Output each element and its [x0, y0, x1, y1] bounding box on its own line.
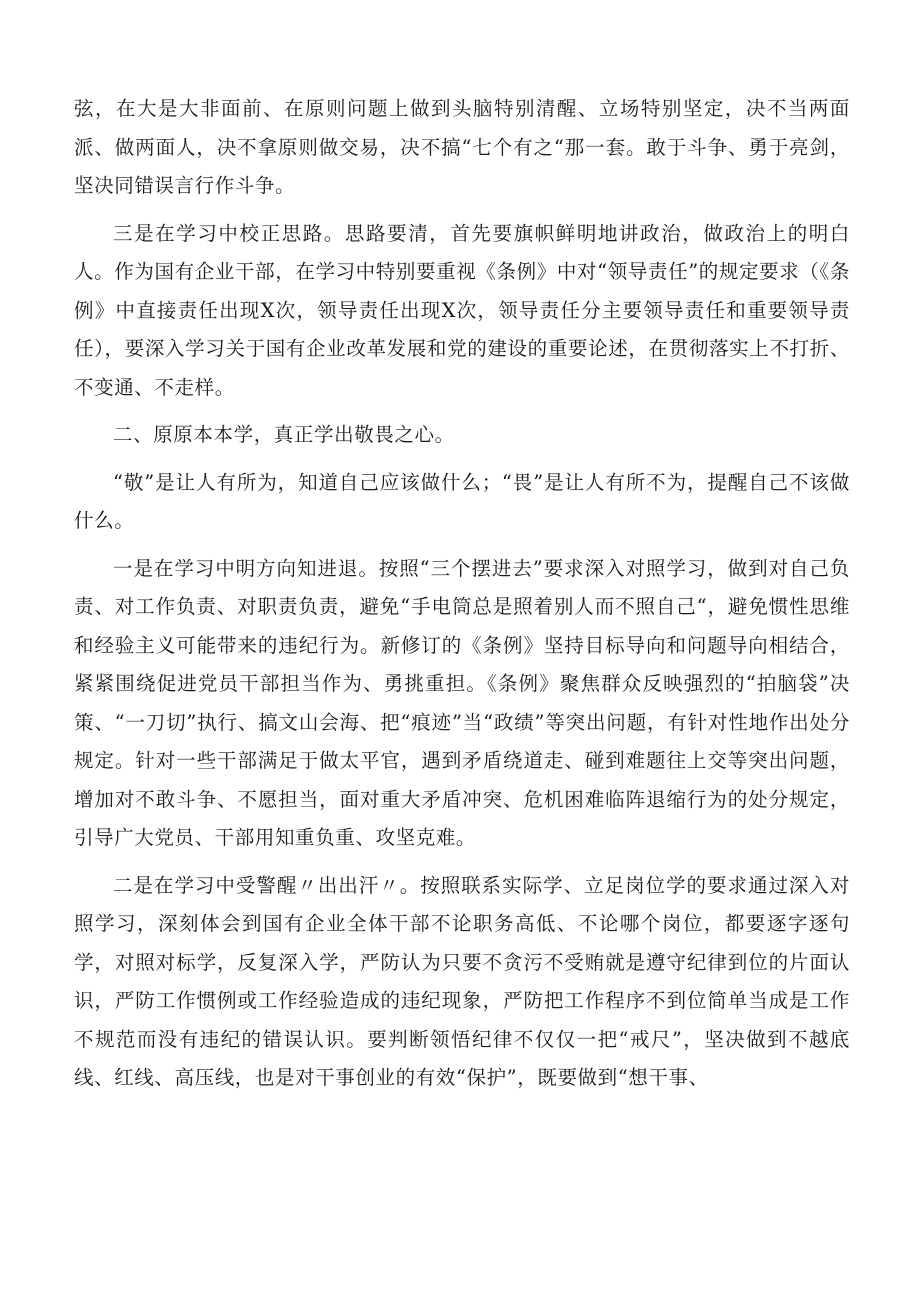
paragraph-continued: 弦，在大是大非面前、在原则问题上做到头脑特别清醒、立场特别坚定，决不当两面派、做两面人，决不拿原则做交易，决不搞“七个有之“那一套。敢于斗争、勇于亮剑，坚决同错误言行作斗争。	[74, 97, 850, 197]
paragraph-point-three-correct-thinking: 三是在学习中校正思路。思路要清，首先要旗帜鲜明地讲政治，做政治上的明白人。作为国有企业干部，在学习中特别要重视《条例》中对“领导责任”的规定要求（《条例》中直接责任出现X次，领导责任出现X次，领导责任分主要领导责任和重要领导责任），要深入学习关于国有企业改革发展和党的建设的重要论述，在贯彻落实上不打折、不变通、不走样。	[74, 221, 850, 399]
paragraph-point-two-alert: 二是在学习中受警醒〃出出汗〃。按照联系实际学、立足岗位学的要求通过深入对照学习，深刻体会到国有企业全体干部不论职务高低、不论哪个岗位，都要逐字逐句学，对照对标学，反复深入学，严防认为只要不贪污不受贿就是遵守纪律到位的片面认识，严防工作惯例或工作经验造成的违纪现象，严防把工作程序不到位简单当成是工作不规范而没有违纪的错误认识。要判断领悟纪律不仅仅一把“戒尺”，坚决做到不越底线、红线、高压线，也是对干事创业的有效“保护”，既要做到“想干事、	[74, 873, 850, 1089]
section-heading-two: 二、原原本本学，真正学出敬畏之心。	[113, 423, 455, 446]
document-body	[74, 90, 850, 1107]
paragraph-point-one-direction: 一是在学习中明方向知进退。按照“三个摆进去”要求深入对照学习，做到对自己负责、对工作负责、对职责负责，避免“手电筒总是照着别人而不照自己“，避免惯性思维和经验主义可能带来的违纪行为。新修订的《条例》坚持目标导向和问题导向相结合，紧紧围绕促进党员干部担当作为、勇挑重担。《条例》聚焦群众反映强烈的“拍脑袋”决策、“一刀切”执行、搞文山会海、把“痕迹”当“政绩”等突出问题，有针对性地作出处分规定。针对一些干部满足于做太平官，遇到矛盾绕道走、碰到难题往上交等突出问题，增加对不敢斗争、不愿担当，面对重大矛盾冲突、危机困难临阵退缩行为的处分规定，引导广大党员、干部用知重负重、攻坚克难。	[74, 556, 850, 849]
paragraph-respect-and-awe: “敬”是让人有所为，知道自己应该做什么；“畏”是让人有所不为，提醒自己不该做什么。	[74, 470, 850, 532]
